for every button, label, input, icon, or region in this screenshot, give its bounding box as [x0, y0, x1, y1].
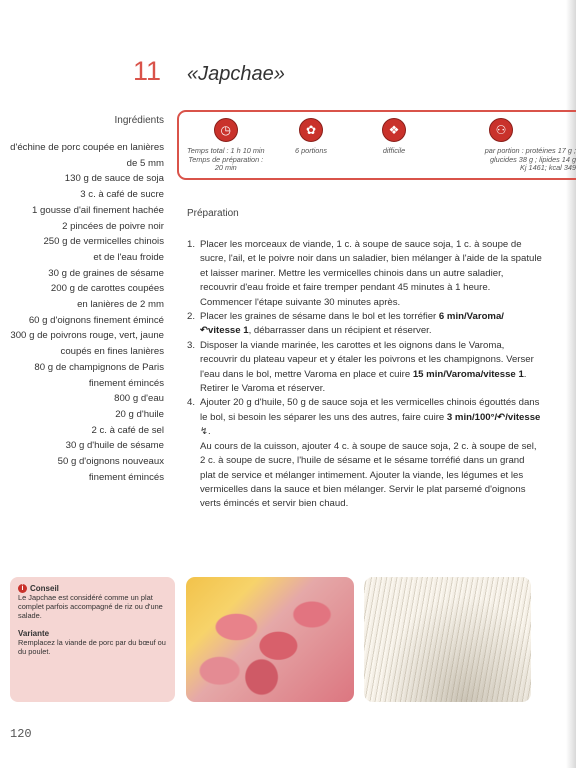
recipe-number: 11: [133, 56, 162, 86]
ingredient-line: 300 g de poivrons rouge, vert, jaune: [10, 330, 164, 342]
nutrition-line: Kj 1461; kcal 349: [520, 163, 576, 172]
ingredient-line: 60 g d'oignons finement émincé: [28, 314, 164, 326]
difficulty-icon: ❖: [382, 118, 406, 142]
step-4: 4. Ajouter 20 g d'huile, 50 g de sauce soja et les vermicelles chinois égouttés dans le bol, si besoin les séparer les uns des autres, faire cuire 3 min/100°/↶/vitesse ↯.: [187, 397, 541, 438]
variant-text: Remplacez la viande de porc par du bœuf ou du poulet.: [18, 638, 166, 656]
ingredient-line: d'échine de porc coupée en lanières: [10, 142, 164, 153]
ingredient-line: de 5 mm: [126, 157, 164, 169]
nutrition-info: [426, 118, 576, 173]
ingredient-line: 3 c. à café de sucre: [80, 189, 164, 201]
prep-time-label: Temps de préparation :: [188, 154, 264, 164]
ingredient-line: 130 g de sauce de soja: [64, 173, 164, 185]
step-1: 1. Placer les morceaux de viande, 1 c. à soupe de sauce soja, 1 c. à soupe de sucre, l'ail, et le poivre noir dans un saladier, bien mélanger à l'aide de la spatule et laisser mariner. Mettre les vermicelles chinois dans un autre saladier, recouvrir d'eau froide et faire tremper pendant 45 minutes à 1 heure. Commencer l'étape suivante 30 minutes après.: [187, 239, 542, 308]
ingredient-line: 80 g de champignons de Paris: [34, 361, 164, 373]
ingredients-list: [0, 140, 164, 485]
nutrition-icon: ⚇: [489, 118, 513, 142]
info-icon: i: [18, 584, 27, 593]
reverse-icon: ↶: [497, 411, 506, 423]
ingredient-line: et de l'eau froide: [93, 251, 164, 263]
ingredient-line: en lanières de 2 mm: [77, 299, 164, 311]
ingredient-line: 800 g d'eau: [114, 393, 164, 405]
ingredients-heading: Ingrédients: [114, 115, 164, 126]
glass-noodles-photo: [364, 577, 531, 702]
sliced-pork-photo: [186, 577, 354, 702]
portions-info: [295, 118, 327, 156]
ingredient-line: 50 g d'oignons nouveaux: [57, 456, 164, 468]
difficulty-info: [382, 118, 406, 156]
ingredient-line: 30 g d'huile de sésame: [65, 440, 164, 452]
time-info: [187, 118, 265, 173]
prep-time-value: 20 min: [214, 163, 237, 172]
nutrition-line: par portion : protéines 17 g ;: [484, 146, 576, 155]
spoon-icon: ↯: [200, 426, 209, 438]
tip-text: Le Japchae est considéré comme un plat complet parfois accompagné de riz ou d'une salade.: [18, 593, 163, 620]
recipe-title: «Japchae»: [187, 63, 285, 85]
ingredient-line: 1 gousse d'ail finement hachée: [32, 204, 164, 216]
step-2: 2. Placer les graines de sésame dans le bol et les torréfier 6 min/Varoma/↶vitesse 1, débarrasser dans un récipient et réserver.: [187, 311, 504, 337]
ingredient-line: coupés en fines lanières: [60, 346, 164, 358]
variant-title: Variante: [18, 629, 50, 638]
ingredient-line: 20 g d'huile: [115, 408, 164, 420]
page-number: 120: [10, 727, 32, 741]
tip-title: Conseil: [30, 584, 59, 593]
ingredient-line: 200 g de carottes coupées: [50, 283, 164, 295]
ingredient-line: 250 g de vermicelles chinois: [43, 236, 164, 248]
ingredient-line: 2 c. à café de sel: [91, 424, 164, 436]
step-4-continued: Au cours de la cuisson, ajouter 4 c. à soupe de sauce soja, 2 c. à soupe de sel, 2 c. à soupe de sucre, l'huile de sésame et le sésame torréfié dans un grand plat de service et mélanger intimement. Ajouter la viande, les légumes et les vermicelles dans la sauce et bien mélanger. Servir le plat parsemé d'oignons verts émincés et servir bien chaud.: [200, 440, 537, 510]
clock-icon: ◷: [214, 118, 238, 142]
ingredient-line: 30 g de graines de sésame: [48, 267, 164, 279]
ingredient-line: finement émincés: [88, 377, 164, 389]
difficulty-text: difficile: [382, 146, 406, 155]
portions-icon: ✿: [299, 118, 323, 142]
portions-text: 6 portions: [295, 146, 328, 155]
reverse-icon: ↶: [200, 325, 209, 337]
ingredient-line: finement émincés: [88, 471, 164, 483]
ingredient-line: 2 pincées de poivre noir: [62, 220, 164, 232]
preparation-heading: Préparation: [187, 208, 239, 219]
recipe-info-box: [177, 110, 576, 180]
tip-box: [10, 577, 175, 702]
preparation-steps: [187, 238, 542, 512]
nutrition-line: glucides 38 g ; lipides 14 g: [490, 154, 576, 164]
total-time: Temps total : 1 h 10 min: [187, 146, 265, 155]
step-3: 3. Disposer la viande marinée, les carottes et les oignons dans le Varoma, recouvrir du plateau vapeur et y étaler les poivrons et les champignons. Verser l'eau dans le bol, mettre Varoma en place et cuire 15 min/Varoma/vitesse 1. Retirer le Varoma et réserver.: [187, 339, 534, 395]
